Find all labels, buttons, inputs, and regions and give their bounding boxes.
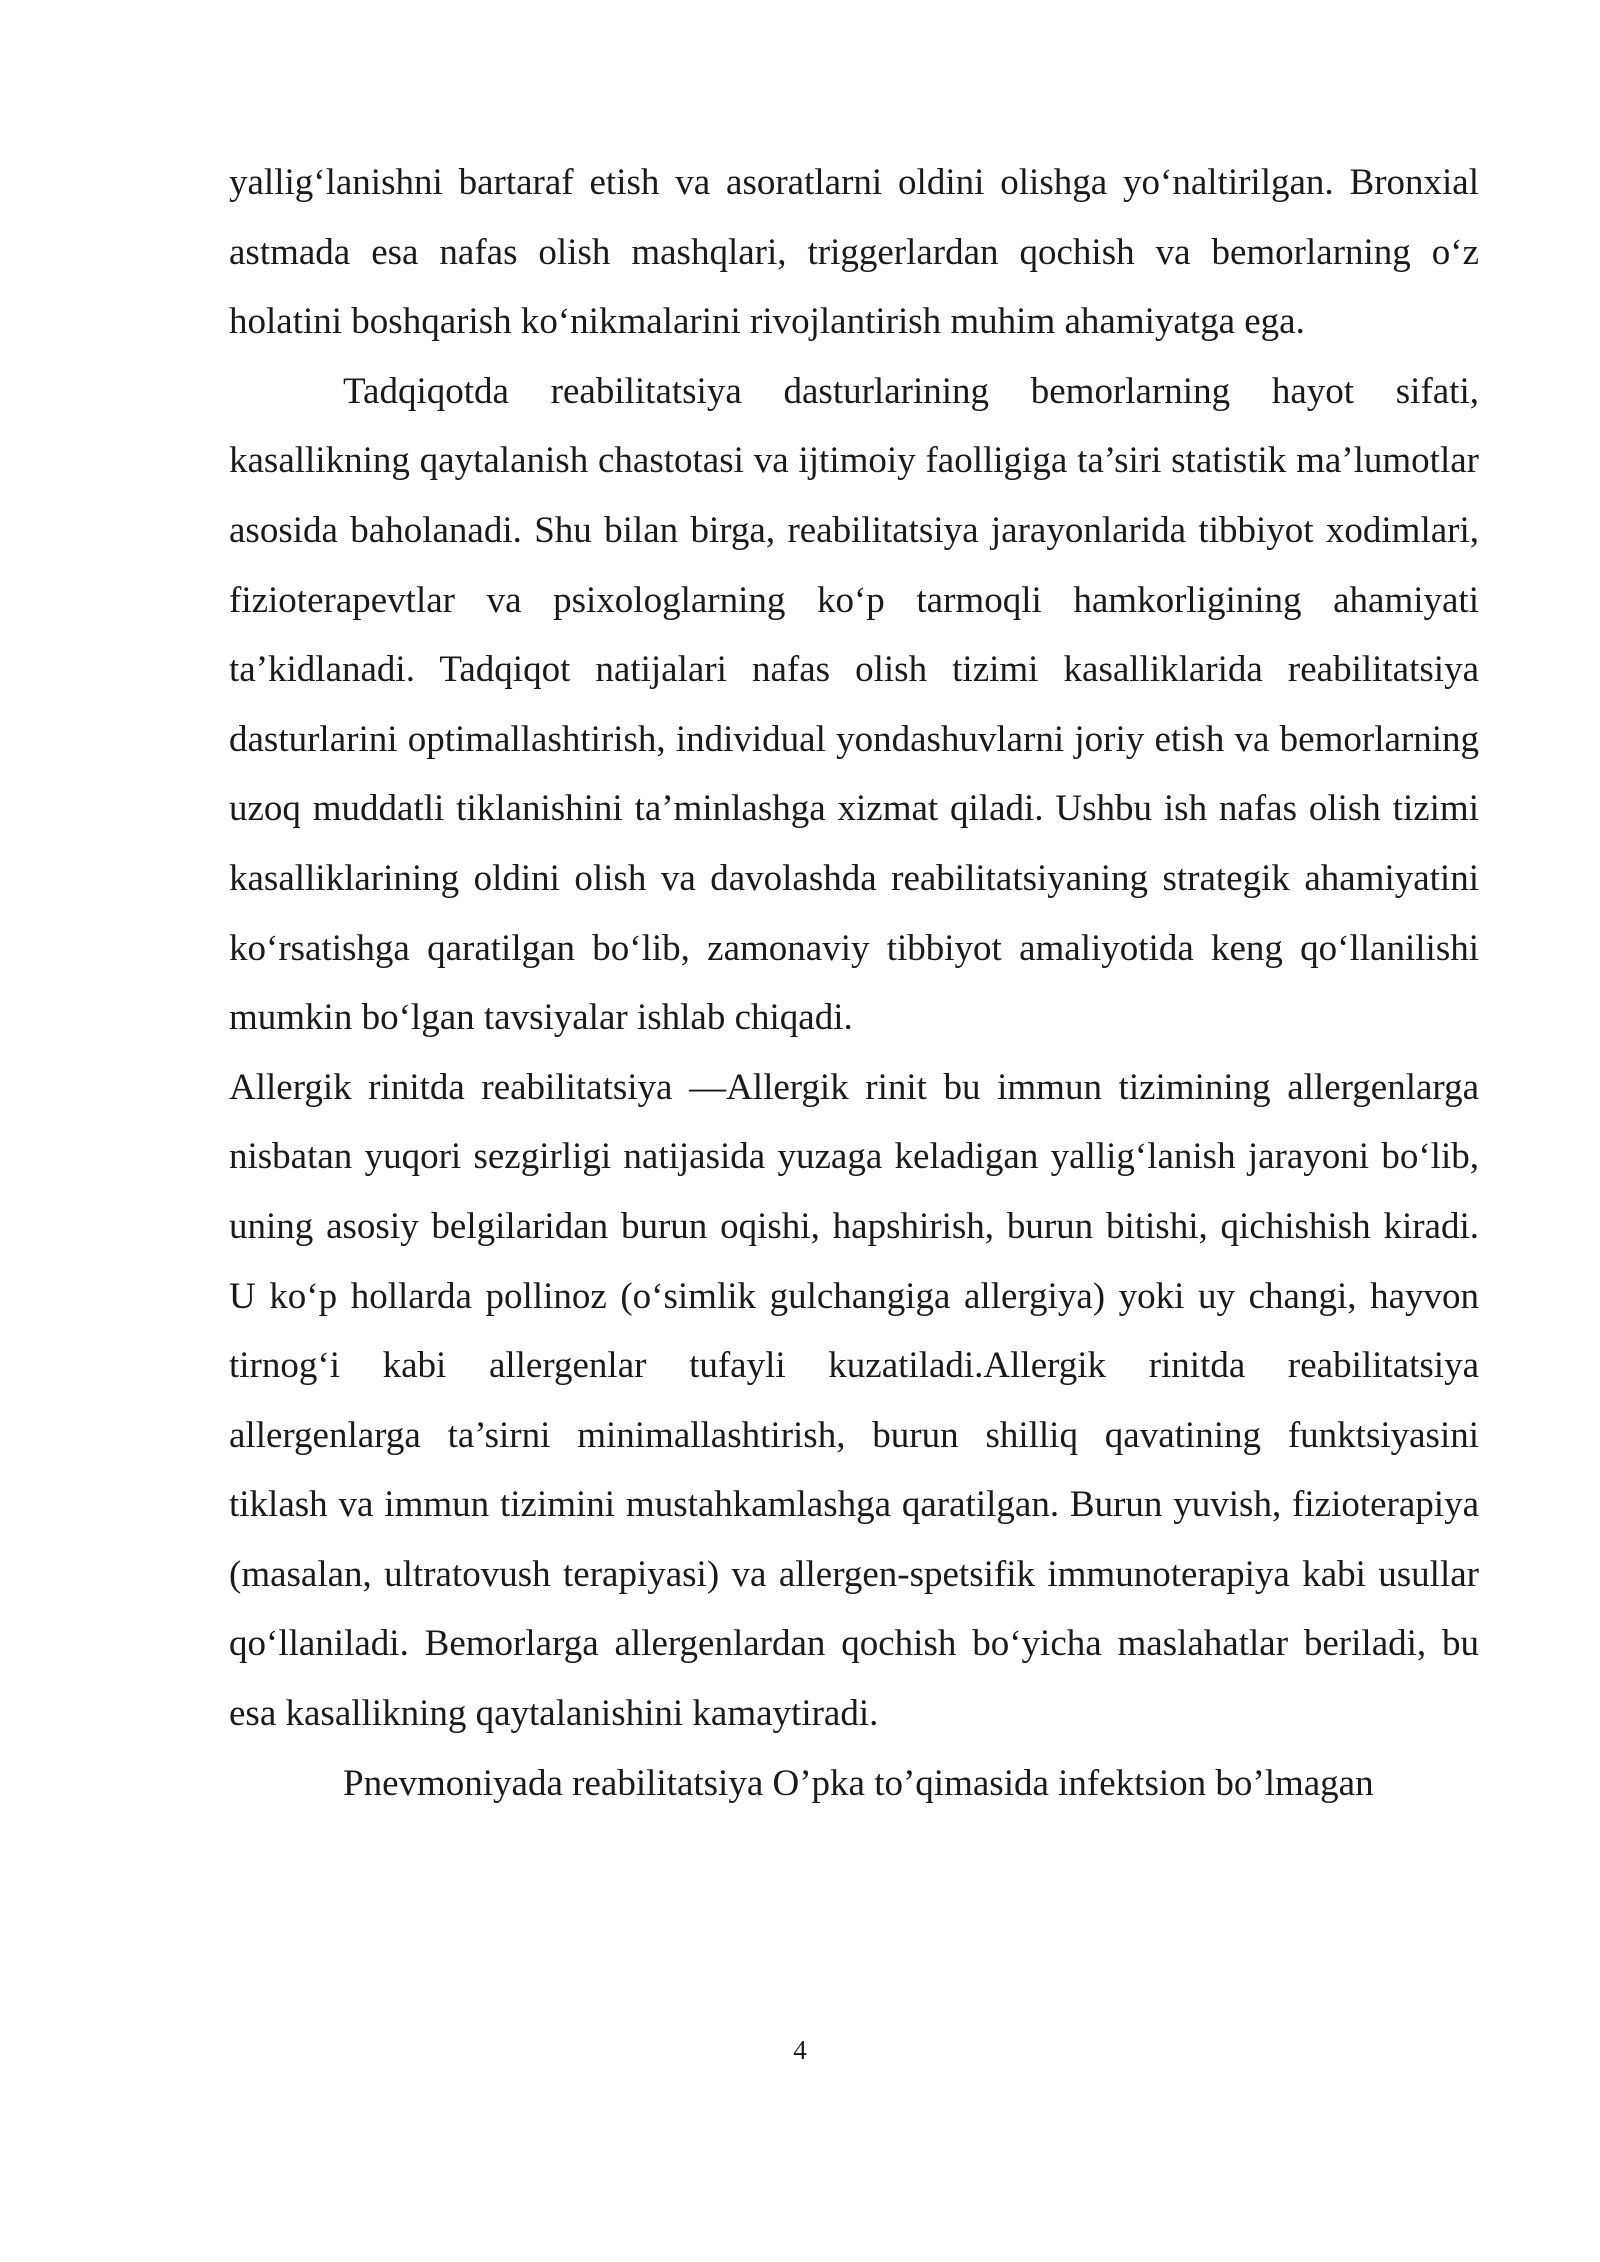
- paragraph-continuation: yallig‘lanishni bartaraf etish va asoratlarni oldini olishga yo‘naltirilgan. Bronxial astmada esa nafas olish mashqlari, triggerlardan qochish va bemorlarning o‘z holatini boshqarish ko‘nikmalarini rivojlantirish muhim ahamiyatga ega.: [229, 162, 1479, 343]
- paragraph-research: Tadqiqotda reabilitatsiya dasturlarining bemorlarning hayot sifati, kasallikning qaytalanish chastotasi va ijtimoiy faolligiga ta’siri statistik ma’lumotlar asosida baholanadi. Shu bilan birga, reabilitatsiya jarayonlarida tibbiyot xodimlari, fizioterapevtlar va psixologlarning ko‘p tarmoqli hamkorligining ahamiyati ta’kidlanadi. Tadqiqot natijalari nafas olish tizimi kasalliklarida reabilitatsiya dasturlarini optimallashtirish, individual yondashuvlarni joriy etish va bemorlarning uzoq muddatli tiklanishini ta’minlashga xizmat qiladi. Ushbu ish nafas olish tizimi kasalliklarining oldini olish va davolashda reabilitatsiyaning strategik ahamiyatini ko‘rsatishga qaratilgan bo‘lib, zamonaviy tibbiyot amaliyotida keng qo‘llanilishi mumkin bo‘lgan tavsiyalar ishlab chiqadi.: [229, 370, 1479, 1039]
- paragraph-pneumonia: Pnevmoniyada reabilitatsiya O’pka to’qimasida infektsion bo’lmagan: [343, 1762, 1374, 1804]
- page-number: 4: [793, 2035, 807, 2065]
- body-text: [229, 148, 1479, 1818]
- paragraph-allergic-rhinitis: Allergik rinitda reabilitatsiya —Allergik rinit bu immun tizimining allergenlarga nisbatan yuqori sezgirligi natijasida yuzaga keladigan yallig‘lanish jarayoni bo‘lib, uning asosiy belgilaridan burun oqishi, hapshirish, burun bitishi, qichishish kiradi. U ko‘p hollarda pollinoz (o‘simlik gulchangiga allergiya) yoki uy changi, hayvon tirnog‘i kabi allergenlar tufayli kuzatiladi.Allergik rinitda reabilitatsiya allergenlarga ta’sirni minimallashtirish, burun shilliq qavatining funktsiyasini tiklash va immun tizimini mustahkamlashga qaratilgan. Burun yuvish, fizioterapiya (masalan, ultratovush terapiyasi) va allergen-spetsifik immunoterapiya kabi usullar qo‘llaniladi. Bemorlarga allergenlardan qochish bo‘yicha maslahatlar beriladi, bu esa kasallikning qaytalanishini kamaytiradi.: [229, 1066, 1479, 1735]
